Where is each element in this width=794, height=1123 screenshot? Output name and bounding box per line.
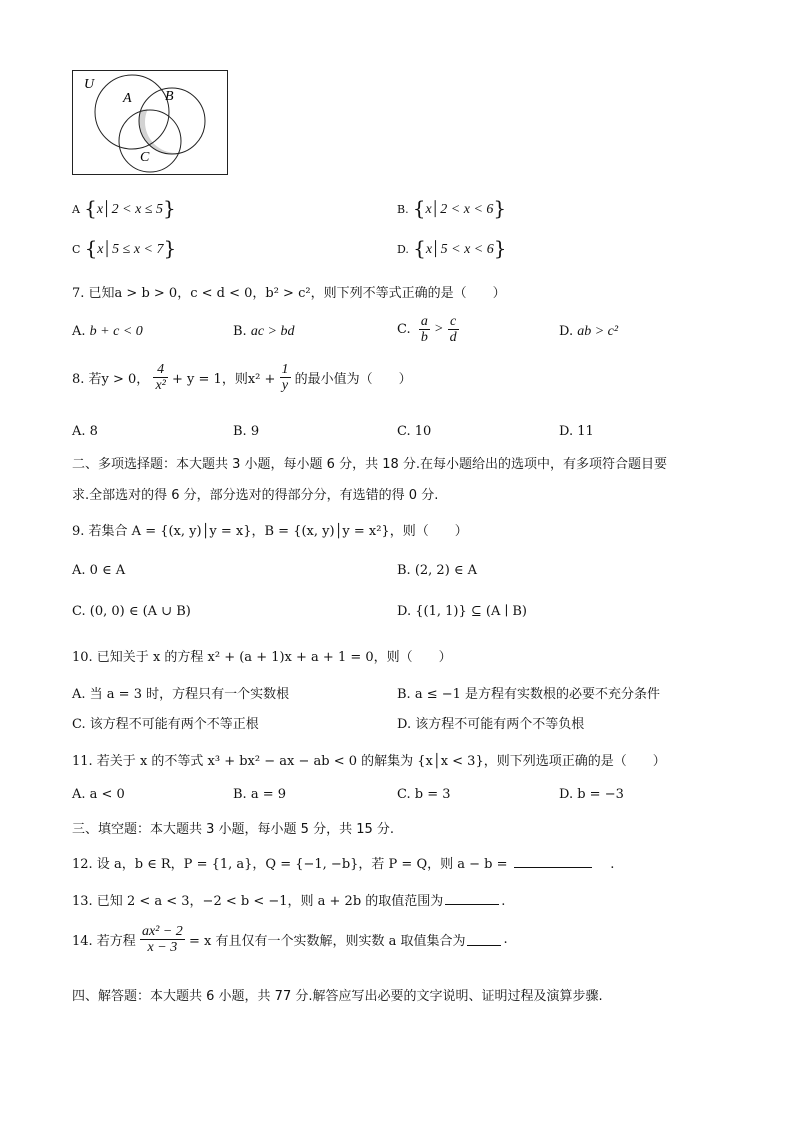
q6-option-d[interactable]: D. {x│5 < x < 6} (397, 236, 507, 260)
q11-option-c[interactable]: C. b = 3 (397, 787, 451, 802)
section4-heading: 四、解答题：本大题共 6 小题，共 77 分.解答应写出必要的文字说明、证明过程及演算步骤. (72, 989, 603, 1004)
q9-option-d[interactable]: D. {(1, 1)} ⊆ (A ∣ B) (397, 604, 528, 619)
q10-option-d[interactable]: D. 该方程不可能有两个不等负根 (397, 717, 585, 732)
q8-option-a[interactable]: A. 8 (72, 424, 98, 439)
q10-option-c[interactable]: C. 该方程不可能有两个不等正根 (72, 717, 259, 732)
section2-line1: 二、多项选择题：本大题共 3 小题，每小题 6 分，共 18 分.在每小题给出的选项中，有多项符合题目要 (72, 457, 668, 472)
q14-stem: 14. 若方程 $\frac{\text{ax² − 2}}{x - 3}$ = x 有且仅有一个实数解，则实数 a 取值集合为 . (72, 924, 508, 955)
label-U: U (84, 77, 95, 92)
q8-stem: 8. 若y > 0， $\frac{4}{\text{x²}}$ + y = 1，则x² + $\frac{1}{y}$ 的最小值为（ ） (72, 362, 412, 393)
q13-answer-blank[interactable] (445, 892, 499, 905)
q8-option-b[interactable]: B. 9 (233, 424, 260, 439)
q11-option-b[interactable]: B. a = 9 (233, 787, 286, 802)
q9-option-b[interactable]: B. (2, 2) ∈ A (397, 563, 478, 578)
q6-option-c[interactable]: C {x│5 ≤ x < 7} (72, 236, 177, 260)
label-C: C (140, 150, 150, 165)
q10-option-a[interactable]: A. 当 a = 3 时，方程只有一个实数根 (72, 687, 290, 702)
q10-stem: 10. 已知关于 x 的方程 x² + (a + 1)x + a + 1 = 0，则（ ） (72, 650, 452, 665)
q8-option-c[interactable]: C. 10 (397, 424, 432, 439)
q8-option-d[interactable]: D. 11 (559, 424, 594, 439)
q7-option-c[interactable]: C. $\frac{a}{b}$ > $\frac{c}{d}$ (397, 314, 457, 345)
q9-stem: 9. 若集合 A = {(x, y)│y = x}，B = {(x, y)│y = x²}，则（ ） (72, 524, 468, 539)
venn-diagram (72, 70, 229, 176)
q7-stem: 7. 已知a > b > 0，c < d < 0，b² > c²，则下列不等式正确的是（ ） (72, 286, 506, 301)
q7-option-b[interactable]: B. ac > bd (233, 324, 295, 339)
q9-option-c[interactable]: C. (0, 0) ∈ (A ∪ B) (72, 604, 191, 619)
q11-option-a[interactable]: A. a < 0 (72, 787, 125, 802)
q7-option-d[interactable]: D. ab > c² (559, 324, 619, 339)
q11-option-d[interactable]: D. b = −3 (559, 787, 624, 802)
q6-option-a[interactable]: A {x│2 < x ≤ 5} (72, 196, 176, 220)
label-B: B (165, 89, 174, 104)
section2-line2: 求.全部选对的得 6 分，部分选对的得部分分，有选错的得 0 分. (72, 488, 439, 503)
q12-stem: 12. 设 a，b ∈ R，P = {1, a}，Q = {−1, −b}，若 P = Q，则 a − b = . (72, 857, 615, 872)
section3-heading: 三、填空题：本大题共 3 小题，每小题 5 分，共 15 分. (72, 822, 395, 837)
q14-answer-blank[interactable] (467, 933, 501, 946)
q13-stem: 13. 已知 2 < a < 3，−2 < b < −1，则 a + 2b 的取值范围为 . (72, 894, 506, 909)
q7-option-a[interactable]: A. b + c < 0 (72, 324, 143, 339)
q12-answer-blank[interactable] (514, 855, 592, 868)
q10-option-b[interactable]: B. a ≤ −1 是方程有实数根的必要不充分条件 (397, 687, 661, 702)
label-A: A (123, 91, 132, 106)
q6-option-b[interactable]: B. {x│2 < x < 6} (397, 196, 507, 220)
q11-stem: 11. 若关于 x 的不等式 x³ + bx² − ax − ab < 0 的解集为 {x│x < 3}，则下列选项正确的是（ ） (72, 754, 666, 769)
q9-option-a[interactable]: A. 0 ∈ A (72, 563, 126, 578)
